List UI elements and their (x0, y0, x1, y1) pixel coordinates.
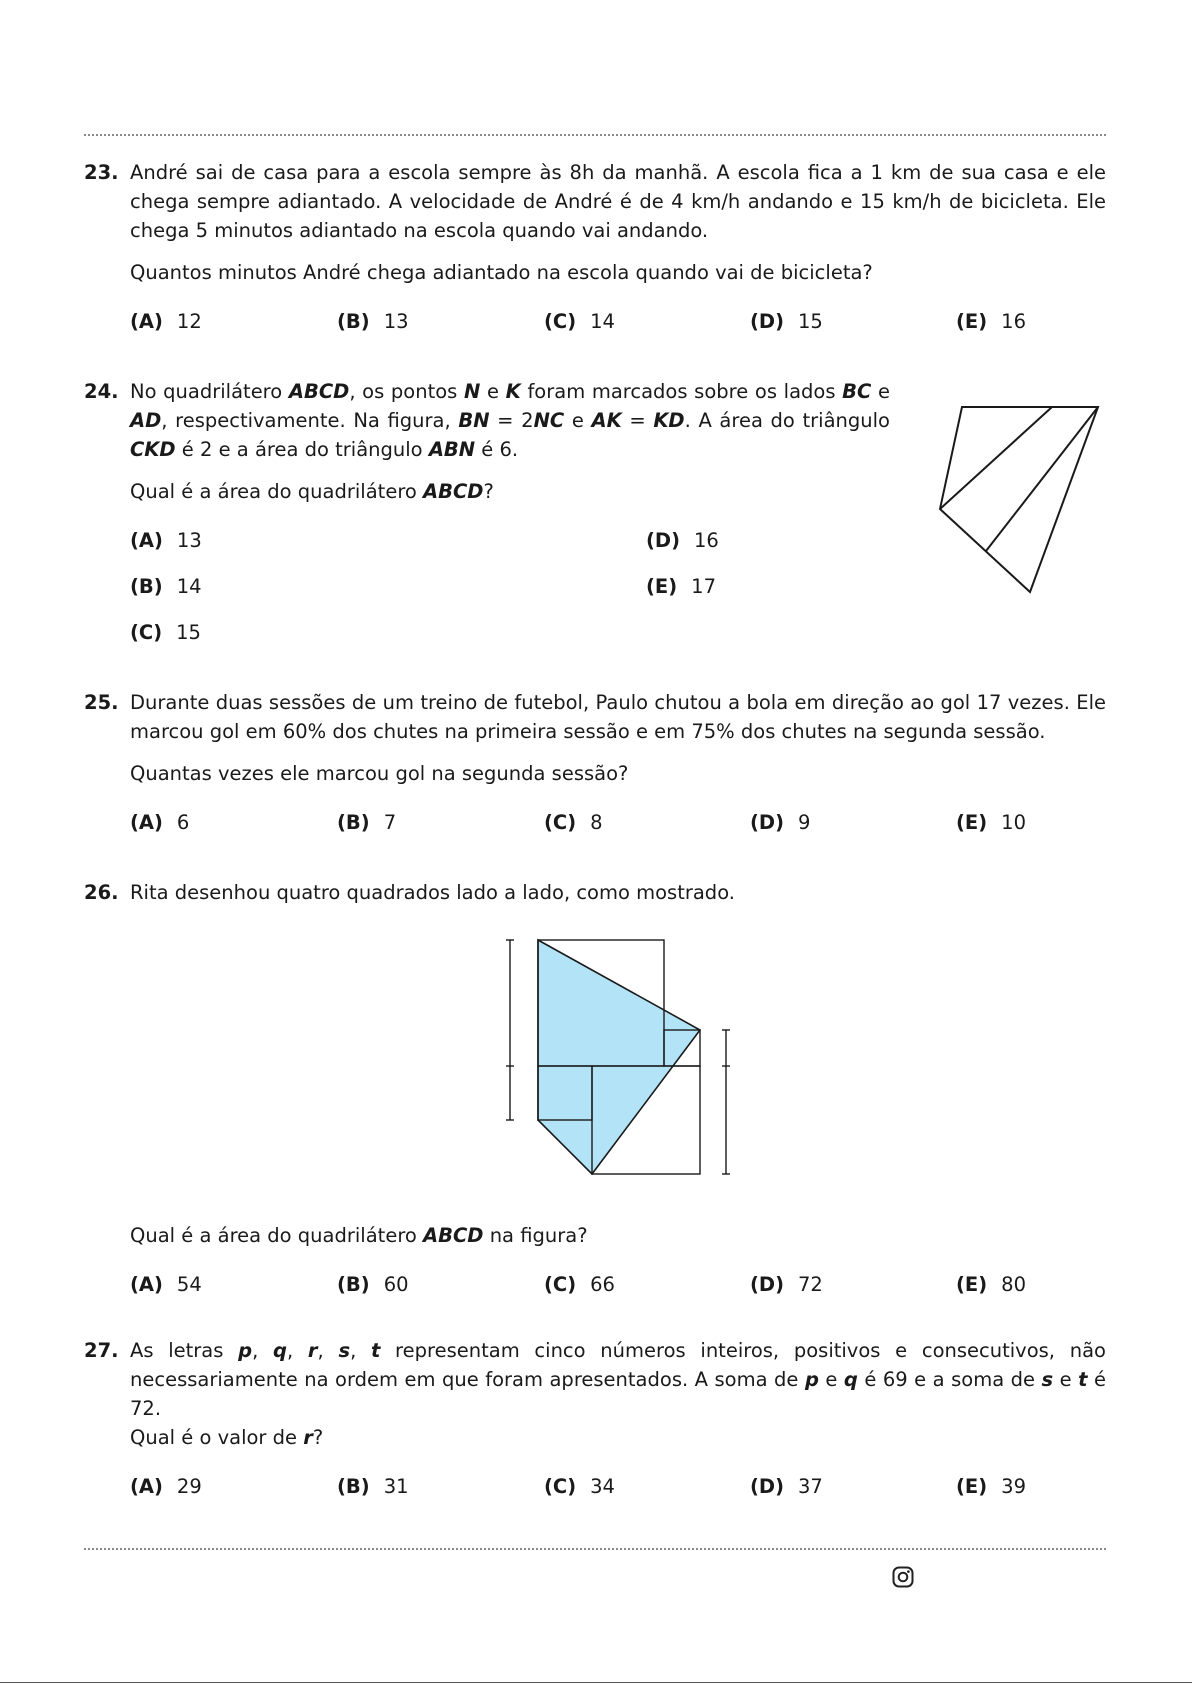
option-a[interactable]: (A) 12 (130, 310, 202, 333)
question-number: 27. (84, 1339, 119, 1362)
option-a[interactable]: (A) 6 (130, 811, 190, 834)
option-c[interactable]: (C) 8 (544, 811, 603, 834)
question-number: 23. (84, 161, 119, 184)
option-a[interactable]: (A) 54 (130, 1273, 202, 1296)
segment-kn (940, 407, 1052, 509)
option-a[interactable]: (A) 29 (130, 1475, 202, 1498)
option-b[interactable]: (B) 14 (130, 575, 202, 598)
segment-kc (986, 407, 1098, 551)
bottom-dotted-divider (84, 1548, 1106, 1550)
quadrilateral-outline (940, 407, 1098, 592)
answer-options (130, 526, 890, 666)
question-text: As letras p, q, r, s, t representam cinco números inteiros, positivos e consecutivos, não necessariamente na ordem em que foram apresentados. A soma de p e q é 69 e a soma de s e t é 72. Qual é o valor de r? (130, 1339, 1106, 1449)
square-large-bottom (592, 1066, 700, 1174)
option-e[interactable]: (E) 80 (956, 1273, 1026, 1296)
question-prompt: Quantas vezes ele marcou gol na segunda sessão? (130, 762, 629, 785)
answer-options (130, 307, 1106, 337)
question-text: André sai de casa para a escola sempre às 8h da manhã. A escola fica a 1 km de sua casa e ele chega sempre adiantado. A velocidade de André é de 4 km/h andando e 15 km/h de bicicleta. Ele chega 5 minutos adiantado na escola quando vai andando. (130, 161, 1106, 242)
question-text: Rita desenhou quatro quadrados lado a lado, como mostrado. (130, 881, 735, 904)
question-text: Durante duas sessões de um treino de futebol, Paulo chutou a bola em direção ao gol 17 vezes. Ele marcou gol em 60% dos chutes na primeira sessão e em 75% dos chutes na segunda sessão. (130, 691, 1106, 743)
question-number: 26. (84, 881, 119, 904)
question-prompt: Qual é a área do quadrilátero ABCD? (130, 480, 494, 503)
question-26-prompt (84, 1221, 1106, 1300)
option-e[interactable]: (E) 16 (956, 310, 1026, 333)
answer-options (130, 1270, 1106, 1300)
question-number: 25. (84, 691, 119, 714)
option-d[interactable]: (D) 72 (750, 1273, 823, 1296)
square-tiny (664, 1030, 700, 1066)
top-dotted-divider (84, 134, 1106, 136)
answer-options (130, 1472, 1106, 1502)
option-b[interactable]: (B) 60 (337, 1273, 409, 1296)
option-c[interactable]: (C) 15 (130, 621, 201, 644)
question-prompt: Qual é a área do quadrilátero ABCD na figura? (130, 1224, 588, 1247)
instagram-icon[interactable] (892, 1566, 914, 1588)
option-d[interactable]: (D) 9 (750, 811, 811, 834)
option-b[interactable]: (B) 31 (337, 1475, 409, 1498)
shaded-quadrilateral (538, 940, 700, 1174)
page-bottom-edge (0, 1682, 1192, 1683)
question-23 (84, 158, 1106, 337)
square-small-left (538, 1066, 592, 1120)
option-d[interactable]: (D) 15 (750, 310, 823, 333)
option-b[interactable]: (B) 7 (337, 811, 397, 834)
option-b[interactable]: (B) 13 (337, 310, 409, 333)
option-e[interactable]: (E) 10 (956, 811, 1026, 834)
option-e[interactable]: (E) 17 (646, 575, 716, 598)
answer-options (130, 808, 1106, 838)
option-a[interactable]: (A) 13 (130, 529, 202, 552)
question-25 (84, 688, 1106, 838)
question-number: 24. (84, 380, 119, 403)
question-26 (84, 878, 1106, 907)
option-c[interactable]: (C) 66 (544, 1273, 615, 1296)
question-text: No quadrilátero ABCD, os pontos N e K foram marcados sobre os lados BC e AD, respectivamente. Na figura, BN = 2NC e AK = KD. A área do triângulo CKD é 2 e a área do triângulo ABN é 6. (130, 380, 890, 461)
option-d[interactable]: (D) 16 (646, 529, 719, 552)
question-27 (84, 1336, 1106, 1502)
option-c[interactable]: (C) 14 (544, 310, 615, 333)
question-prompt: Quantos minutos André chega adiantado na escola quando vai de bicicleta? (130, 261, 873, 284)
quadrilateral-abcd (538, 940, 700, 1174)
option-d[interactable]: (D) 37 (750, 1475, 823, 1498)
option-c[interactable]: (C) 34 (544, 1475, 615, 1498)
square-large-top (538, 940, 664, 1066)
question-24 (84, 377, 890, 666)
option-e[interactable]: (E) 39 (956, 1475, 1026, 1498)
